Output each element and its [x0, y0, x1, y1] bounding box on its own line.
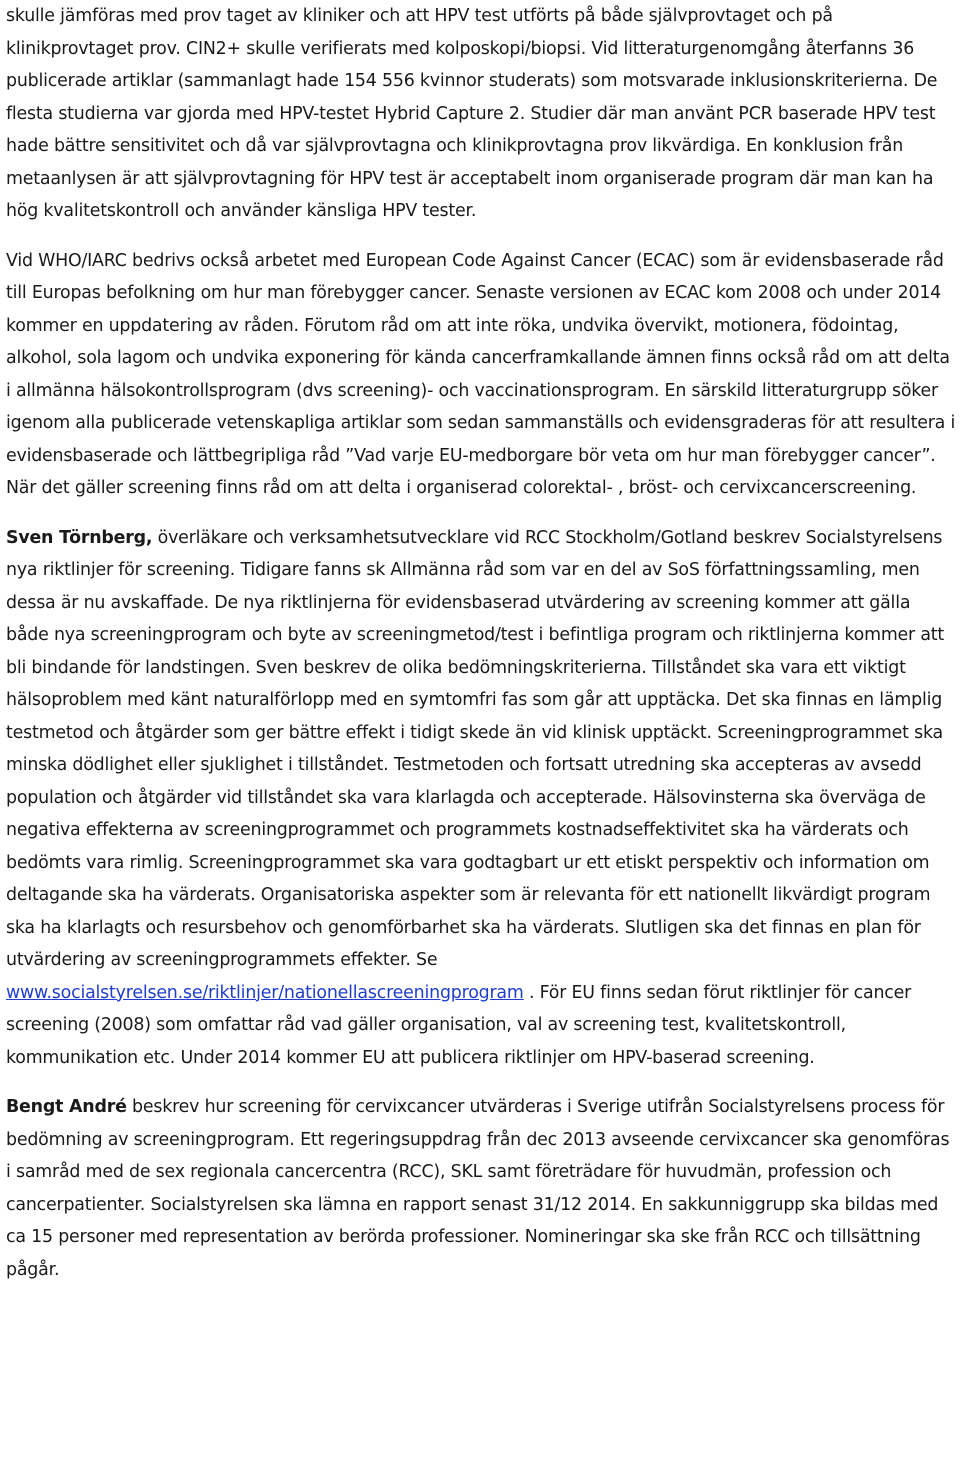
paragraph-gap	[6, 1074, 956, 1091]
paragraph-text: beskrev hur screening för cervixcancer utvärderas i Sverige utifrån Socialstyrelsens process för bedömning av screeningprogram. Ett regeringsuppdrag från dec 2013 avseende cervixcancer ska genomföras i samråd med de sex regionala cancercentra (RCC), SKL samt företrädare för huvudmän, profession och cancerpatienter. Socialstyrelsen ska lämna en rapport senast 31/12 2014. En sakkunniggrupp ska bildas med ca 15 personer med representation av berörda professioner. Nomineringar ska ske från RCC och tillsättning pågår.	[6, 1097, 950, 1280]
paragraph-gap	[6, 228, 956, 245]
document-page	[6, 0, 956, 1286]
paragraph-text: . För EU finns sedan förut riktlinjer för cancer screening (2008) som omfattar råd vad gäller organisation, val av screening test, kvalitetskontroll, kommunikation etc. Under 2014 kommer EU att publicera riktlinjer om HPV-baserad screening.	[6, 982, 912, 1068]
speaker-name-bengt-andre: Bengt André	[6, 1097, 127, 1117]
paragraph-sven-tornberg	[6, 522, 956, 1075]
paragraph-ecac: Vid WHO/IARC bedrivs också arbetet med European Code Against Cancer (ECAC) som är evidensbaserade råd till Europas befolkning om hur man förebygger cancer. Senaste versionen av ECAC kom 2008 och under 2014 kommer en uppdatering av råden. Förutom råd om att inte röka, undvika övervikt, motionera, födointag, alkohol, sola lagom och undvika exponering för kända cancerframkallande ämnen finns också råd om att delta i allmänna hälsokontrollsprogram (dvs screening)- och vaccinationsprogram. En särskild litteraturgrupp söker igenom alla publicerade vetenskapliga artiklar som sedan sammanställs och evidensgraderas för att resultera i evidensbaserade och lättbegripliga råd ”Vad varje EU-medborgare bör veta om hur man förebygger cancer”. När det gäller screening finns råd om att delta i organiserad colorektal- , bröst- och cervixcancerscreening.	[6, 250, 956, 498]
paragraph-text: överläkare och verksamhetsutvecklare vid RCC Stockholm/Gotland beskrev Socialstyrelsens nya riktlinjer för screening. Tidigare fanns sk Allmänna råd som var en del av SoS författningssamling, men dessa är nu avskaffade. De nya riktlinjerna för evidensbaserad utvärdering av screening kommer att gälla både nya screeningprogram och byte av screeningmetod/test i befintliga program och riktlinjerna kommer att bli bindande för landstingen. Sven beskrev de olika bedömningskriterierna. Tillståndet ska vara ett viktigt hälsoproblem med känt naturalförlopp med en symtomfri fas som går att upptäcka. Det ska finnas en lämplig testmetod och åtgärder som ger bättre effekt i tidigt skede än vid klinisk upptäckt. Screeningprogrammet ska minska dödlighet eller sjuklighet i tillståndet. Testmetoden och fortsatt utredning ska accepteras av avsedd population och åtgärder vid tillståndet ska vara klarlagda och accepterade. Hälsovinsterna ska överväga de negativa effekterna av screeningprogrammet och programmets kostnadseffektivitet ska ha värderats och bedömts vara rimlig. Screeningprogrammet ska vara godtagbart ur ett etiskt perspektiv och information om deltagande ska ha värderats. Organisatoriska aspekter som är relevanta för ett nationellt likvärdigt program ska ha klarlagts och resursbehov och genomförbarhet ska ha värderats. Slutligen ska det finnas en plan för utvärdering av screeningprogrammets effekter. Se	[6, 527, 945, 970]
speaker-name-sven-tornberg: Sven Törnberg,	[6, 527, 153, 548]
paragraph-bengt-andre	[6, 1091, 956, 1286]
paragraph-hpv-selfsampling: skulle jämföras med prov taget av kliniker och att HPV test utförts på både självprovtaget och på klinikprovtaget prov. CIN2+ skulle verifierats med kolposkopi/biopsi. Vid litteraturgenomgång återfanns 36 publicerade artiklar (sammanlagt hade 154 556 kvinnor studerats) som motsvarade inklusionskriterierna. De flesta studierna var gjorda med HPV-testet Hybrid Capture 2. Studier där man använt PCR baserade HPV test hade bättre sensitivitet och då var självprovtagna och klinikprovtagna prov likvärdiga. En konklusion från metaanlysen är att självprovtagning för HPV test är acceptabelt inom organiserade program där man kan ha hög kvalitetskontroll och använder känsliga HPV tester.	[6, 6, 938, 221]
socialstyrelsen-link[interactable]: www.socialstyrelsen.se/riktlinjer/nationellascreeningprogram	[6, 982, 524, 1003]
paragraph-gap	[6, 505, 956, 522]
